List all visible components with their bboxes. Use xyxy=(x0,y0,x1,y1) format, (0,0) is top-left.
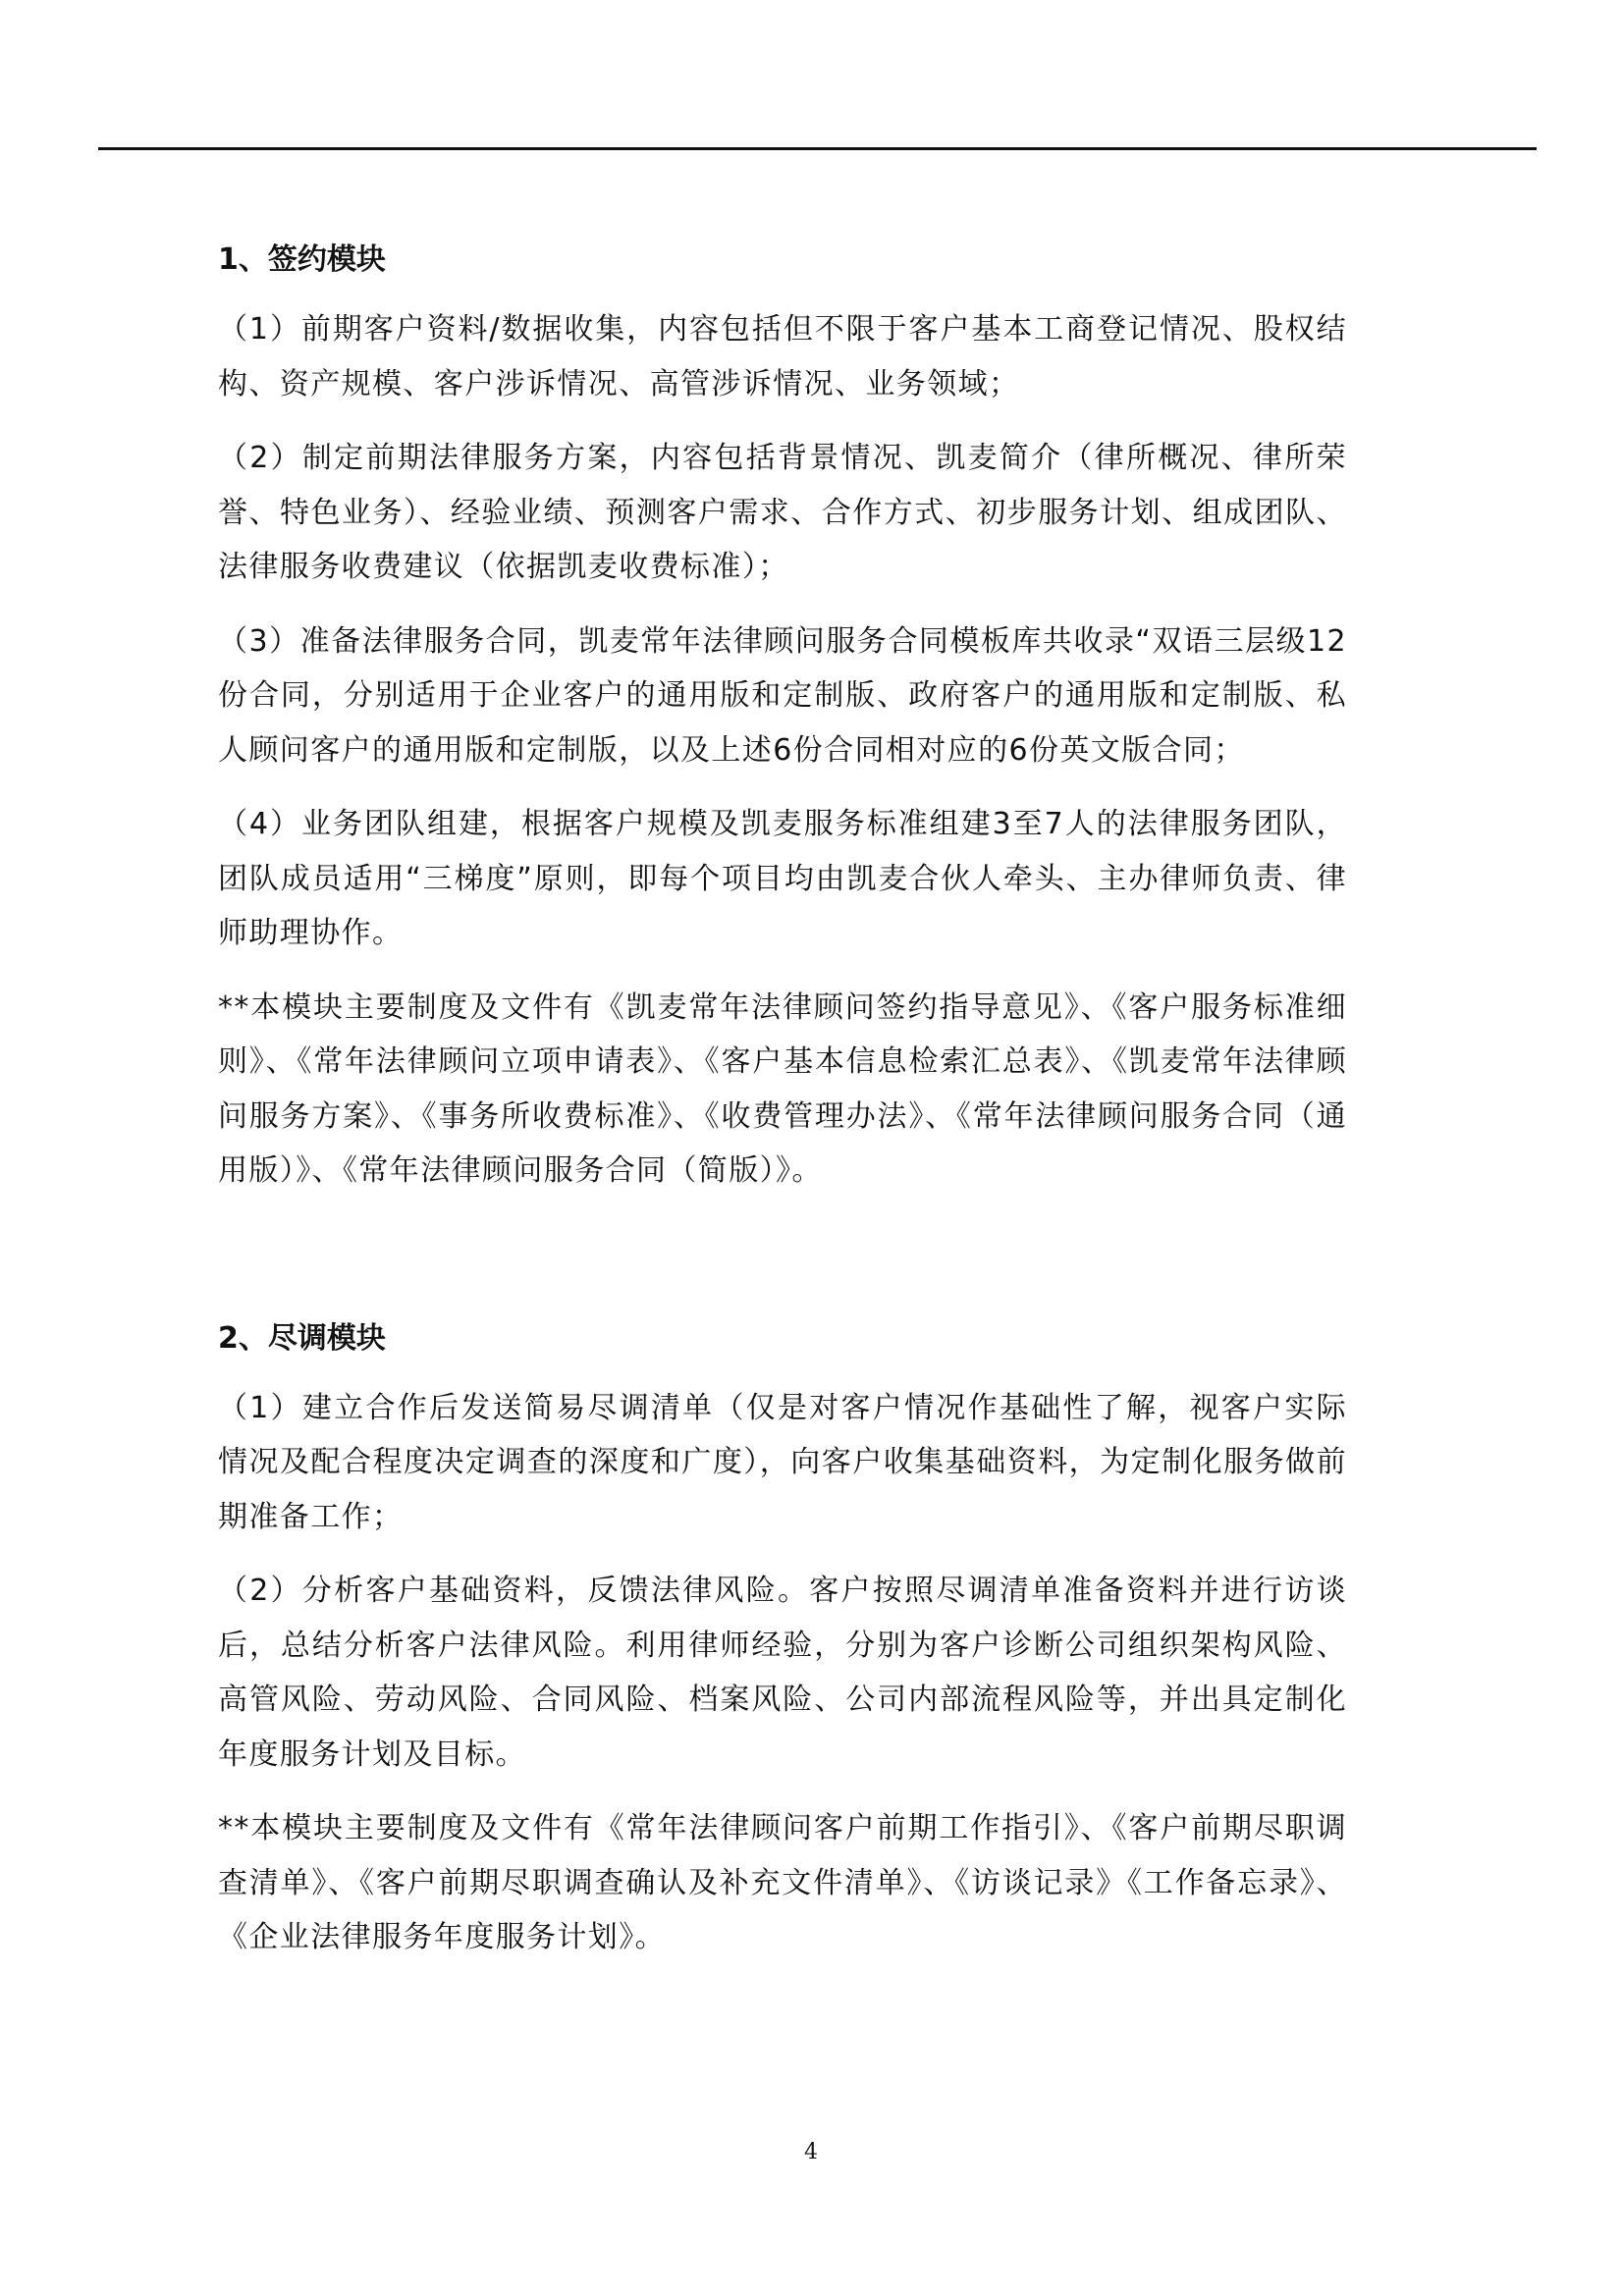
section-heading-due-diligence: 2、尽调模块 xyxy=(218,1320,386,1356)
section-heading-signing: 1、签约模块 xyxy=(218,242,386,277)
note-signing-documents: **本模块主要制度及文件有《凯麦常年法律顾问签约指导意见》、《客户服务标准细则》、《常年法律顾问立项申请表》、《客户基本信息检索汇总表》、《凯麦常年法律顾问服务方案》、《事务所收费标准》、《收费管理办法》、《常年法律顾问服务合同（通用版）》、《常年法律顾问服务合同（简版）》。 xyxy=(218,989,1347,1188)
header-rule xyxy=(98,147,1537,150)
document-body xyxy=(218,226,1347,1985)
page-number: 4 xyxy=(804,2140,818,2164)
paragraph-signing-3: （3）准备法律服务合同，凯麦常年法律顾问服务合同模板库共收录“双语三层级12份合同，分别适用于企业客户的通用版和定制版、政府客户的通用版和定制版、私人顾问客户的通用版和定制版，以及上述6份合同相对应的6份英文版合同； xyxy=(218,623,1347,768)
paragraph-signing-2: （2）制定前期法律服务方案，内容包括背景情况、凯麦简介（律所概况、律所荣誉、特色业务）、经验业绩、预测客户需求、合作方式、初步服务计划、组成团队、法律服务收费建议（依据凯麦收费标准）； xyxy=(218,441,1347,584)
paragraph-signing-4: （4）业务团队组建，根据客户规模及凯麦服务标准组建3至7人的法律服务团队，团队成员适用“三梯度”原则，即每个项目均由凯麦合伙人牵头、主办律师负责、律师助理协作。 xyxy=(218,807,1347,950)
note-due-diligence-documents: **本模块主要制度及文件有《常年法律顾问客户前期工作指引》、《客户前期尽职调查清单》、《客户前期尽职调查确认及补充文件清单》、《访谈记录》《工作备忘录》、《企业法律服务年度服务计划》。 xyxy=(218,1811,1347,1954)
section-signing xyxy=(218,226,1347,1199)
paragraph-due-diligence-2: （2）分析客户基础资料，反馈法律风险。客户按照尽调清单准备资料并进行访谈后，总结分析客户法律风险。利用律师经验，分别为客户诊断公司组织架构风险、高管风险、劳动风险、合同风险、档案风险、公司内部流程风险等，并出具定制化年度服务计划及目标。 xyxy=(218,1574,1347,1772)
section-due-diligence xyxy=(218,1305,1347,1965)
paragraph-signing-1: （1）前期客户资料/数据收集，内容包括但不限于客户基本工商登记情况、股权结构、资产规模、客户涉诉情况、高管涉诉情况、业务领域； xyxy=(218,312,1347,401)
paragraph-due-diligence-1: （1）建立合作后发送简易尽调清单（仅是对客户情况作基础性了解，视客户实际情况及配合程度决定调查的深度和广度），向客户收集基础资料，为定制化服务做前期准备工作； xyxy=(218,1390,1347,1534)
